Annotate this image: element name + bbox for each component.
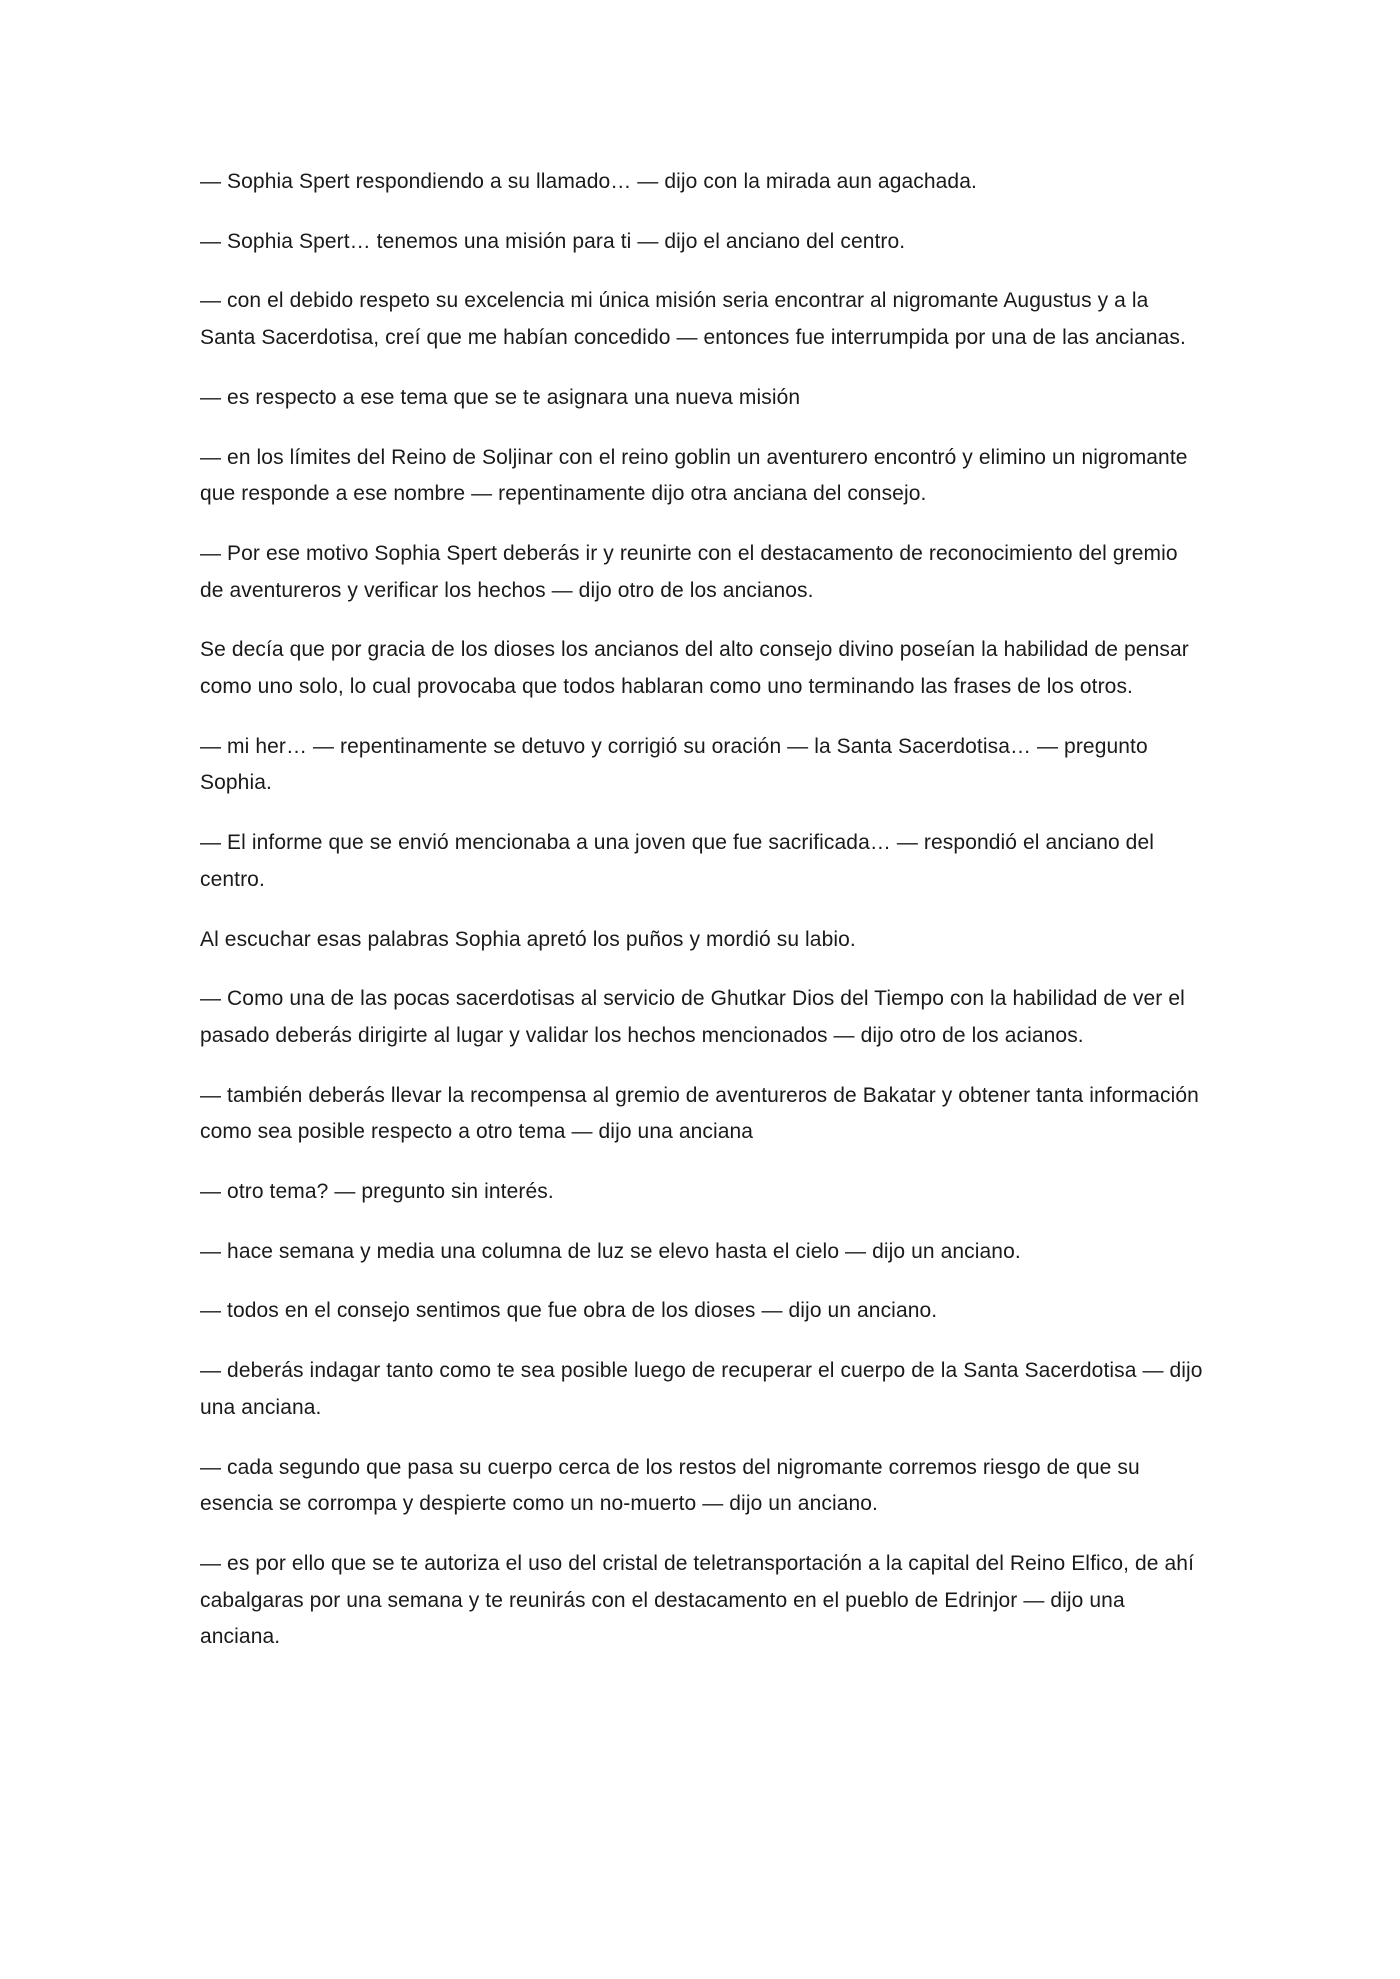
paragraph: — es respecto a ese tema que se te asignara una nueva misión <box>200 385 801 409</box>
paragraph: Se decía que por gracia de los dioses los ancianos del alto consejo divino poseían la habilidad de pensar como uno solo, lo cual provocaba que todos hablaran como uno terminando las frases de los otros. <box>200 638 1189 699</box>
paragraph: — otro tema? — pregunto sin interés. <box>200 1180 554 1204</box>
paragraph: — mi her… — repentinamente se detuvo y corrigió su oración — la Santa Sacerdotisa… — pregunto Sophia. <box>200 734 1148 795</box>
paragraph: — Como una de las pocas sacerdotisas al servicio de Ghutkar Dios del Tiempo con la habilidad de ver el pasado deberás dirigirte al lugar y validar los hechos mencionados — dijo otro de los acianos. <box>200 987 1185 1047</box>
paragraph: — Sophia Spert respondiendo a su llamado… — dijo con la mirada aun agachada. <box>200 170 977 193</box>
paragraph: — Por ese motivo Sophia Spert deberás ir y reunirte con el destacamento de reconocimiento del gremio de aventureros y verificar los hechos — dijo otro de los ancianos. <box>200 541 1178 602</box>
paragraph: — todos en el consejo sentimos que fue obra de los dioses — dijo un anciano. <box>200 1299 938 1323</box>
paragraph: — con el debido respeto su excelencia mi única misión seria encontrar al nigromante Augustus y a la Santa Sacerdotisa, creí que me habían concedido — entonces fue interrumpida por una de las ancianas. <box>200 289 1186 350</box>
paragraph: — es por ello que se te autoriza el uso del cristal de teletransportación a la capital del Reino Elfico, de ahí cabalgaras por una semana y te reunirás con el destacamento en el pueblo de Edrinjor — dijo una anciana. <box>200 1551 1194 1649</box>
paragraph: — cada segundo que pasa su cuerpo cerca de los restos del nigromante corremos riesgo de que su esencia se corrompa y despierte como un no-muerto — dijo un anciano. <box>200 1455 1140 1516</box>
paragraph: — hace semana y media una columna de luz se elevo hasta el cielo — dijo un anciano. <box>200 1239 1021 1263</box>
paragraph: — El informe que se envió mencionaba a una joven que fue sacrificada… — respondió el anciano del centro. <box>200 831 1155 891</box>
paragraph: — también deberás llevar la recompensa al gremio de aventureros de Bakatar y obtener tanta información como sea posible respecto a otro tema — dijo una anciana <box>200 1083 1199 1144</box>
paragraph: — Sophia Spert… tenemos una misión para ti — dijo el anciano del centro. <box>200 229 906 253</box>
paragraph: — en los límites del Reino de Soljinar con el reino goblin un aventurero encontró y elimino un nigromante que responde a ese nombre — repentinamente dijo otra anciana del consejo. <box>200 445 1188 506</box>
paragraph: — deberás indagar tanto como te sea posible luego de recuperar el cuerpo de la Santa Sacerdotisa — dijo una anciana. <box>200 1359 1203 1419</box>
paragraph: Al escuchar esas palabras Sophia apretó los puños y mordió su labio. <box>200 927 856 951</box>
document-body <box>200 164 1204 1679</box>
